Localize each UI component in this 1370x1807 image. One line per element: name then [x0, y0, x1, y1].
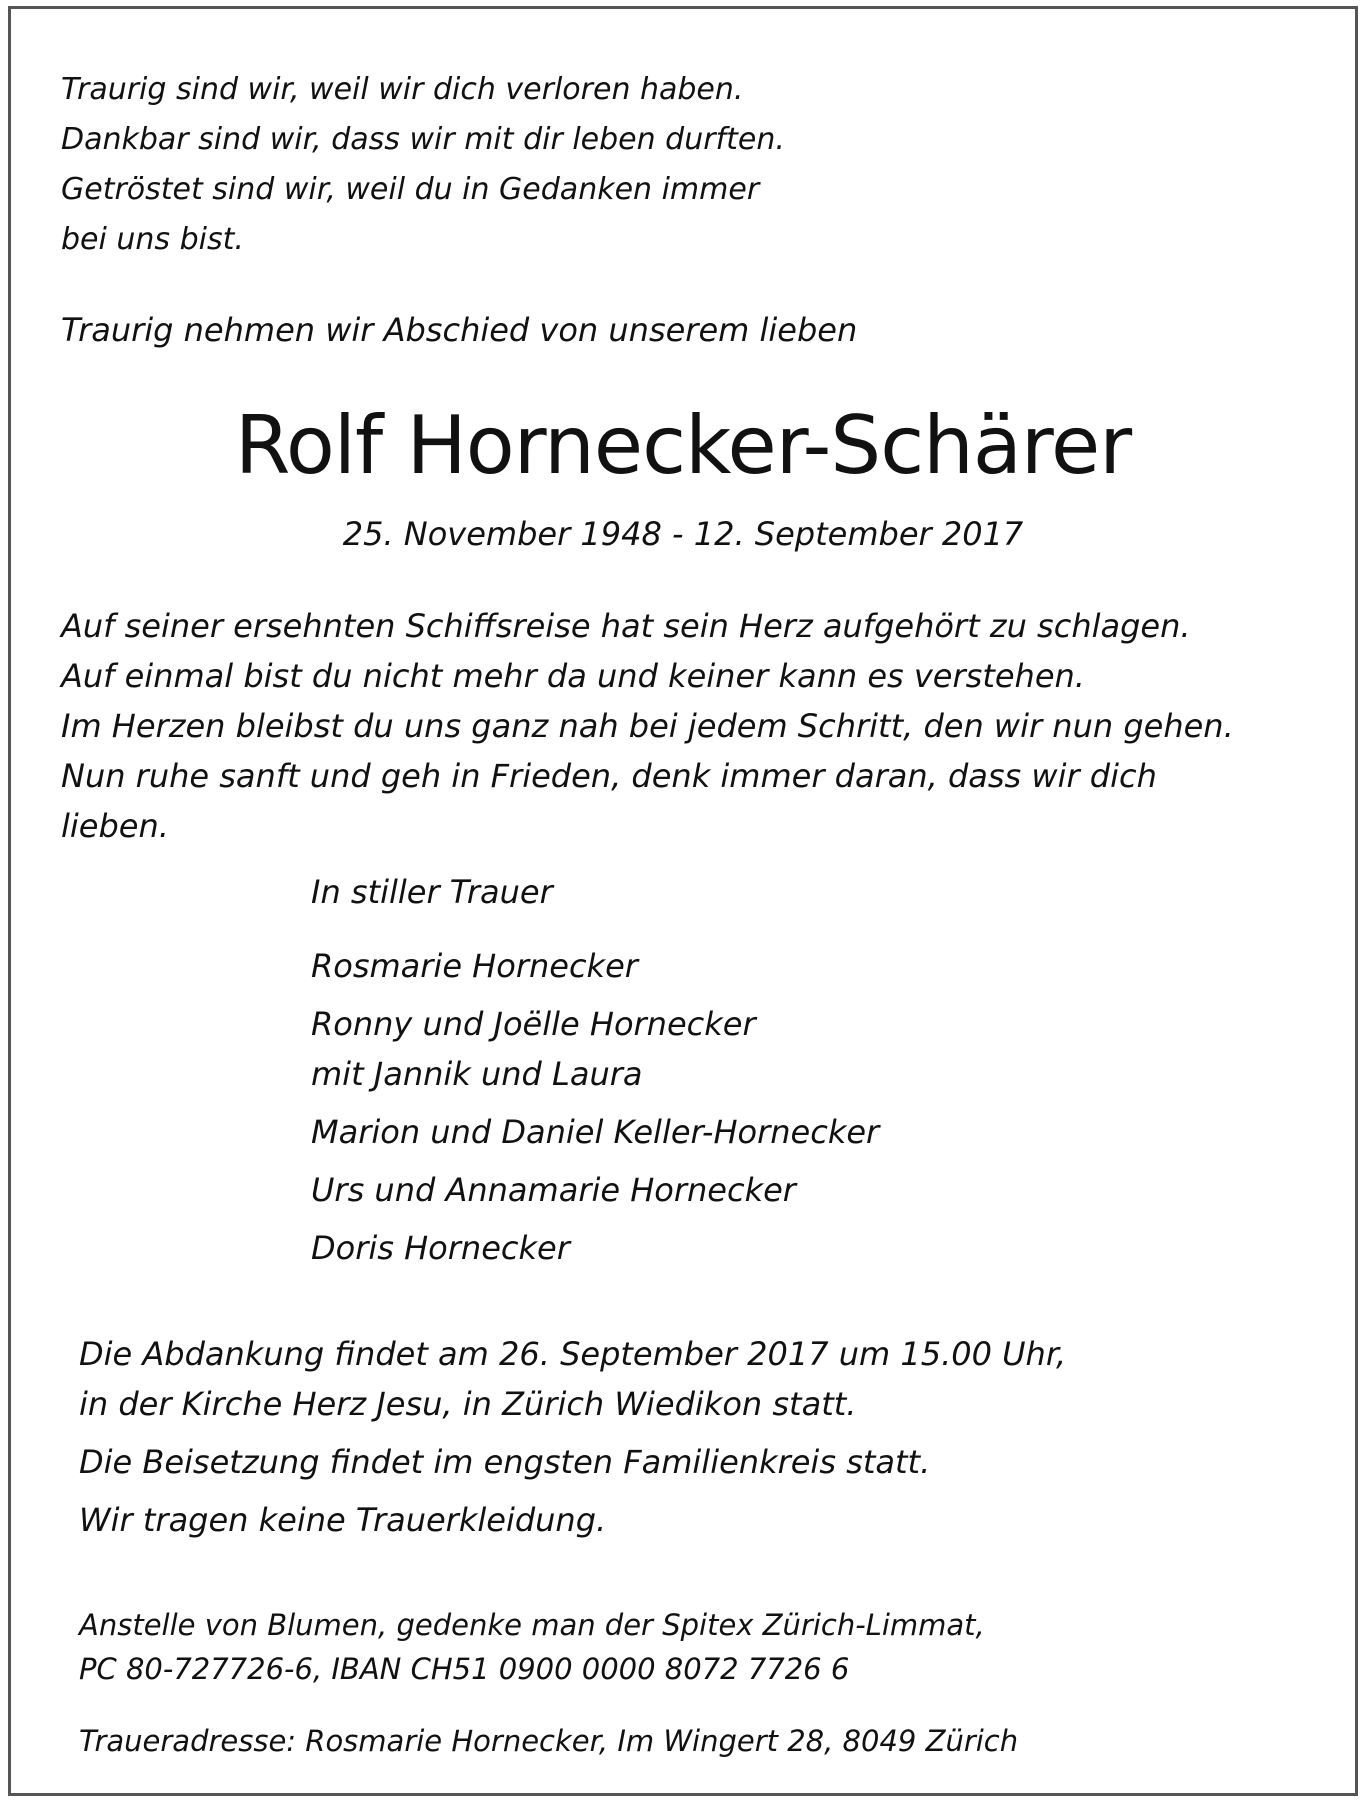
mourners-heading: In stiller Trauer [311, 873, 553, 911]
verse-line: Im Herzen bleibst du uns ganz nah bei jedem Schritt, den wir nun gehen. [61, 707, 1234, 745]
donation-info [79, 1603, 985, 1691]
verse-line: lieben. [61, 807, 169, 845]
donation-line: PC 80-727726-6, IBAN CH51 0900 0000 8072 7726 6 [79, 1652, 850, 1686]
mourner-name: mit Jannik und Laura [311, 1055, 643, 1093]
service-line: Die Beisetzung findet im engsten Familienkreis statt. [79, 1443, 931, 1481]
mourner-name: Rosmarie Hornecker [311, 947, 638, 985]
poem-line: Getröstet sind wir, weil du in Gedanken immer [61, 172, 760, 207]
obituary-frame [8, 6, 1358, 1796]
poem-line: Traurig sind wir, weil wir dich verloren haben. [61, 72, 744, 107]
verse-line: Auf einmal bist du nicht mehr da und keiner kann es verstehen. [61, 657, 1085, 695]
intro-text [61, 305, 857, 355]
mourner-name: Ronny und Joëlle Hornecker [311, 1005, 756, 1043]
donation-line: Anstelle von Blumen, gedenke man der Spitex Zürich-Limmat, [79, 1608, 985, 1642]
verse-line: Nun ruhe sanft und geh in Frieden, denk immer daran, dass wir dich [61, 757, 1157, 795]
mourner-name: Doris Hornecker [311, 1229, 570, 1267]
poem-line: bei uns bist. [61, 222, 244, 257]
mourner-name: Marion und Daniel Keller-Hornecker [311, 1113, 880, 1151]
life-dates: 25. November 1948 - 12. September 2017 [342, 515, 1024, 553]
mourners-list [311, 867, 879, 1273]
deceased-name: Rolf Hornecker-Schärer [234, 399, 1132, 492]
mourner-name: Urs und Annamarie Hornecker [311, 1171, 796, 1209]
poem-line: Dankbar sind wir, dass wir mit dir leben durften. [61, 122, 785, 157]
intro-line: Traurig nehmen wir Abschied von unserem lieben [61, 311, 858, 349]
address-line: Traueradresse: Rosmarie Hornecker, Im Wingert 28, 8049 Zürich [79, 1724, 1019, 1758]
mourning-address [79, 1719, 1018, 1763]
service-line: Die Abdankung findet am 26. September 2017 um 15.00 Uhr, [79, 1335, 1067, 1373]
service-line: Wir tragen keine Trauerkleidung. [79, 1501, 607, 1539]
poem [61, 65, 785, 265]
service-line: in der Kirche Herz Jesu, in Zürich Wiedikon statt. [79, 1385, 857, 1423]
verse-line: Auf seiner ersehnten Schiffsreise hat sein Herz aufgehört zu schlagen. [61, 607, 1191, 645]
verse [61, 601, 1234, 851]
service-info [79, 1329, 1066, 1545]
